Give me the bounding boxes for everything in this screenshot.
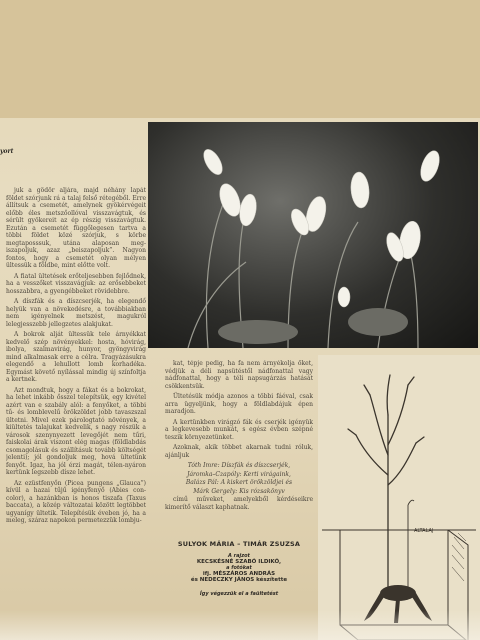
tree-planting-diagram — [318, 355, 480, 640]
paragraph: A kertünkben virágzó fák és cserjék igényük a legkevesebb munkát, s egész évben szépné teszik környezetünket. — [165, 418, 313, 441]
credits-block — [165, 540, 313, 597]
paragraph: című műveket, amelyekből kérdéseikre kimerítő választ kaphatnak. — [165, 496, 313, 511]
credit-line: a fotókat — [226, 565, 252, 571]
credit-name: KECSKÉSNÉ SZABÓ ILDIKÓ, — [196, 559, 282, 565]
reference-item: Márk Gergely: Kis rózsakönyv — [193, 487, 285, 495]
author-names: SULYOK MÁRIA – TIMÁR ZSUZSA — [177, 540, 301, 548]
reference-item: Tóth Imre: Díszfák és díszcserjék, — [187, 462, 291, 469]
blank-top-area — [0, 0, 480, 118]
paragraph: juk a gödör aljára, majd néhány lapát földet szórjunk rá a talaj felső rétegéből. Erre állítsuk a csemetét, amelynek gyökérvégeit előbb éles metszőollóval visszavágtuk, és sérült gyökereit az ép részig visszavágtuk. Ezután a csemetét függőlegesen tartva a többi földet közé szórjuk, s körbe megtaposssuk, utána alaposan megiszapoljuk, azaz „beiszapoljuk”. Nagyon fontos, hogy a csemetét olyan mélyen ültessük a földbe, mint előtte volt. — [6, 187, 146, 269]
paragraph: Az ezüstfenyőn (Picea pungens „Glauca”) kívül a hazai tűjű igényfenyő (Abies concolor), a hazánkban is honos tiszafa (Taxus baccata), a közép változatai között legtöbbet ugyanígy ültetik. Telepítésük éveben jó, ha a meleg, száraz napokon permetezzük lombju- — [6, 479, 146, 524]
credit-line: A rajzot — [228, 553, 250, 559]
photo-caption-left: yort — [0, 148, 14, 155]
snowdrop-photo — [148, 122, 478, 348]
paragraph: kat, tépje pedig, ha fa nem árnyékolja őket, védjük a déli napsütéstől nádfonattal vagy nádfonattal, hogy a téli napsugárzás hatását csökkentsük. — [165, 360, 313, 390]
paragraph: Azt mondtuk, hogy a fákat és a bokrokat, ha lehet inkább ősszel telepítsük, egy kivétel azért van e szabály alól: a fenyőket, a többi tű- és lomblevelű örökzöldet jobb tavaszszal ültetni. Mivel ezek párologtató növények, a kiültetés talajukat kedvelik, s nagy részük a városok szenynyezett levegőjét nem tűri, faiskolai árak viszont elég magas (földlabdás csomagolásuk és szállításuk tovább költségét jelenti); jól gondoljuk meg, hová ültetünk fenyőt. Igaz, ha jól érzi magát, télen-nyáron kertünk legszebb dísze lehet. — [6, 386, 146, 476]
reference-item: Balázs Pál: A kiskert örökzöldjei és — [185, 479, 293, 486]
paragraph: A bokrok alját ültessük tele árnyékkat kedvelő szép növényekkel: hosta, hóvirág, ibolya, szalmavirág, hunyor, gyöngyvirág mind alkalmasak erre a célra. Tragyázásukra elegendő a lehullott lomb korhadéka. Egymást követő nyílással mindig új színfoltja a kertnek. — [6, 331, 146, 383]
diagram-caption: Így végezzük el a faültetést — [199, 591, 279, 597]
article-column-1 — [6, 187, 146, 639]
paragraph: A fiatal ültetések erőteljesebben fejlődnek, ha a vesszőket visszavágjuk: az erősebbeket hosszabbra, a gyengébbeket rövidebbre. — [6, 272, 146, 295]
article-column-2 — [165, 360, 313, 540]
subsoil-label: ALTALAJ — [414, 528, 434, 534]
credit-name: és NEDECZKY JÁNOS készítette — [190, 577, 288, 583]
paragraph: A díszfák és a díszcserjék, ha elegendő helyük van a növekedésre, a továbbiakban nem igényelnek metszést, magukról lelegjesszebb jellegzetes alakjukat. — [6, 298, 146, 328]
paragraph: Ültetésük módja azonos a többi fáéval, csak arra ügyeljünk, hogy a földlabdájuk épen maradjon. — [165, 393, 313, 415]
credit-name: ifj. MÉSZÁROS ANDRÁS — [202, 571, 276, 577]
paragraph: Azoknak, akik többet akarnak tudni róluk, ajánljuk — [165, 444, 313, 459]
page-edge-blur — [0, 610, 480, 640]
reference-item: Járomka–Czapóly: Kerti virágaink, — [187, 470, 291, 478]
